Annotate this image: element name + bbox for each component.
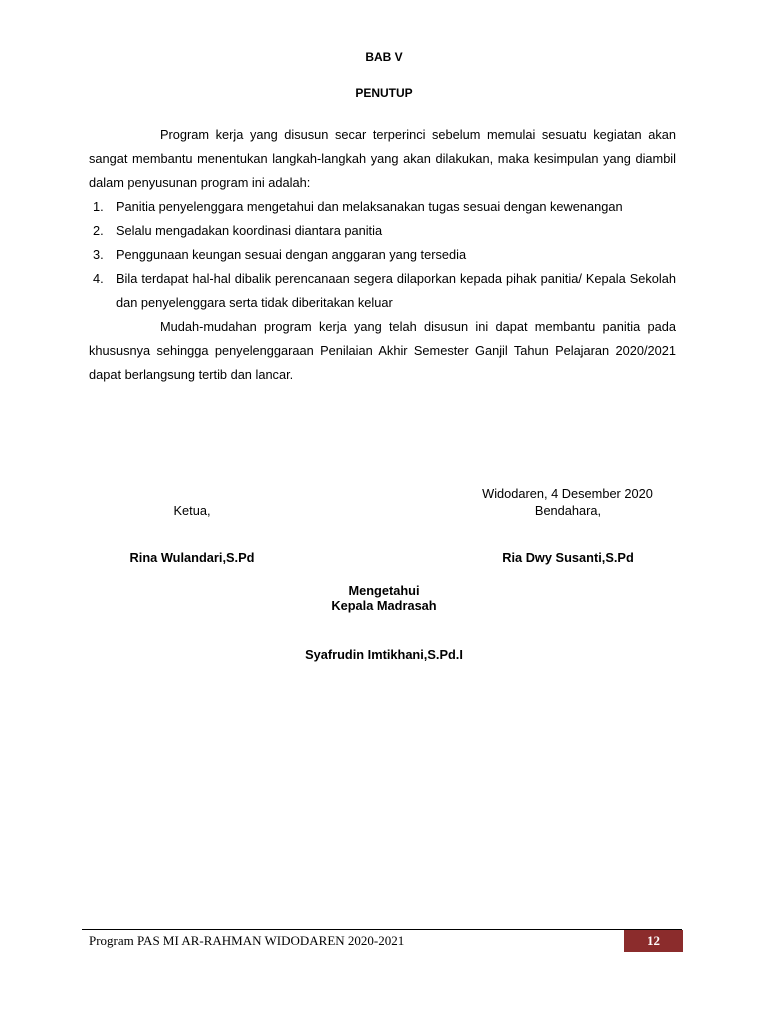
list-item <box>89 195 676 219</box>
right-signer-role: Bendahara, <box>534 503 602 518</box>
intro-paragraph-text: Program kerja yang disusun secar terperinci sebelum memulai sesuatu kegiatan akan sangat membantu menentukan langkah-langkah yang akan dilakukan, maka kesimpulan yang diambil dalam penyusunan program ini adalah: <box>89 127 676 190</box>
list-item <box>89 243 676 267</box>
chapter-title: PENUTUP <box>355 86 413 100</box>
closing-paragraph <box>89 315 676 387</box>
closing-paragraph-text: Mudah-mudahan program kerja yang telah disusun ini dapat membantu panitia pada khususnya sehingga penyelenggaraan Penilaian Akhir Semester Ganjil Tahun Pelajaran 2020/2021 dapat berlangsung tertib dan lancar. <box>89 319 676 382</box>
list-item <box>89 219 676 243</box>
intro-paragraph <box>89 123 676 195</box>
footer-divider <box>82 929 682 930</box>
list-item-text: Bila terdapat hal-hal dibalik perencanaan segera dilaporkan kepada pihak panitia/ Kepala Sekolah dan penyelenggara serta tidak diberitakan keluar <box>116 271 676 310</box>
list-item-number: 4. <box>93 271 104 286</box>
list-item-number: 1. <box>93 199 104 214</box>
list-item-text: Panitia penyelenggara mengetahui dan melaksanakan tugas sesuai dengan kewenangan <box>116 199 623 214</box>
page-number: 12 <box>624 930 683 952</box>
list-item-text: Penggunaan keungan sesuai dengan anggaran yang tersedia <box>116 247 467 262</box>
chapter-number: BAB V <box>365 50 403 64</box>
left-signer-name: Rina Wulandari,S.Pd <box>129 550 255 565</box>
footer-title: Program PAS MI AR-RAHMAN WIDODAREN 2020-2021 <box>89 933 405 948</box>
list-item-text: Selalu mengadakan koordinasi diantara panitia <box>116 223 383 238</box>
left-signer-role: Ketua, <box>173 503 211 518</box>
approval-role: Kepala Madrasah <box>331 598 437 613</box>
approval-label: Mengetahui <box>348 583 420 598</box>
right-signer-name: Ria Dwy Susanti,S.Pd <box>502 550 634 565</box>
list-item <box>89 267 676 315</box>
approval-signer-name: Syafrudin Imtikhani,S.Pd.I <box>305 647 463 662</box>
place-date: Widodaren, 4 Desember 2020 <box>482 486 653 501</box>
conclusion-list <box>89 195 676 315</box>
list-item-number: 3. <box>93 247 104 262</box>
list-item-number: 2. <box>93 223 104 238</box>
